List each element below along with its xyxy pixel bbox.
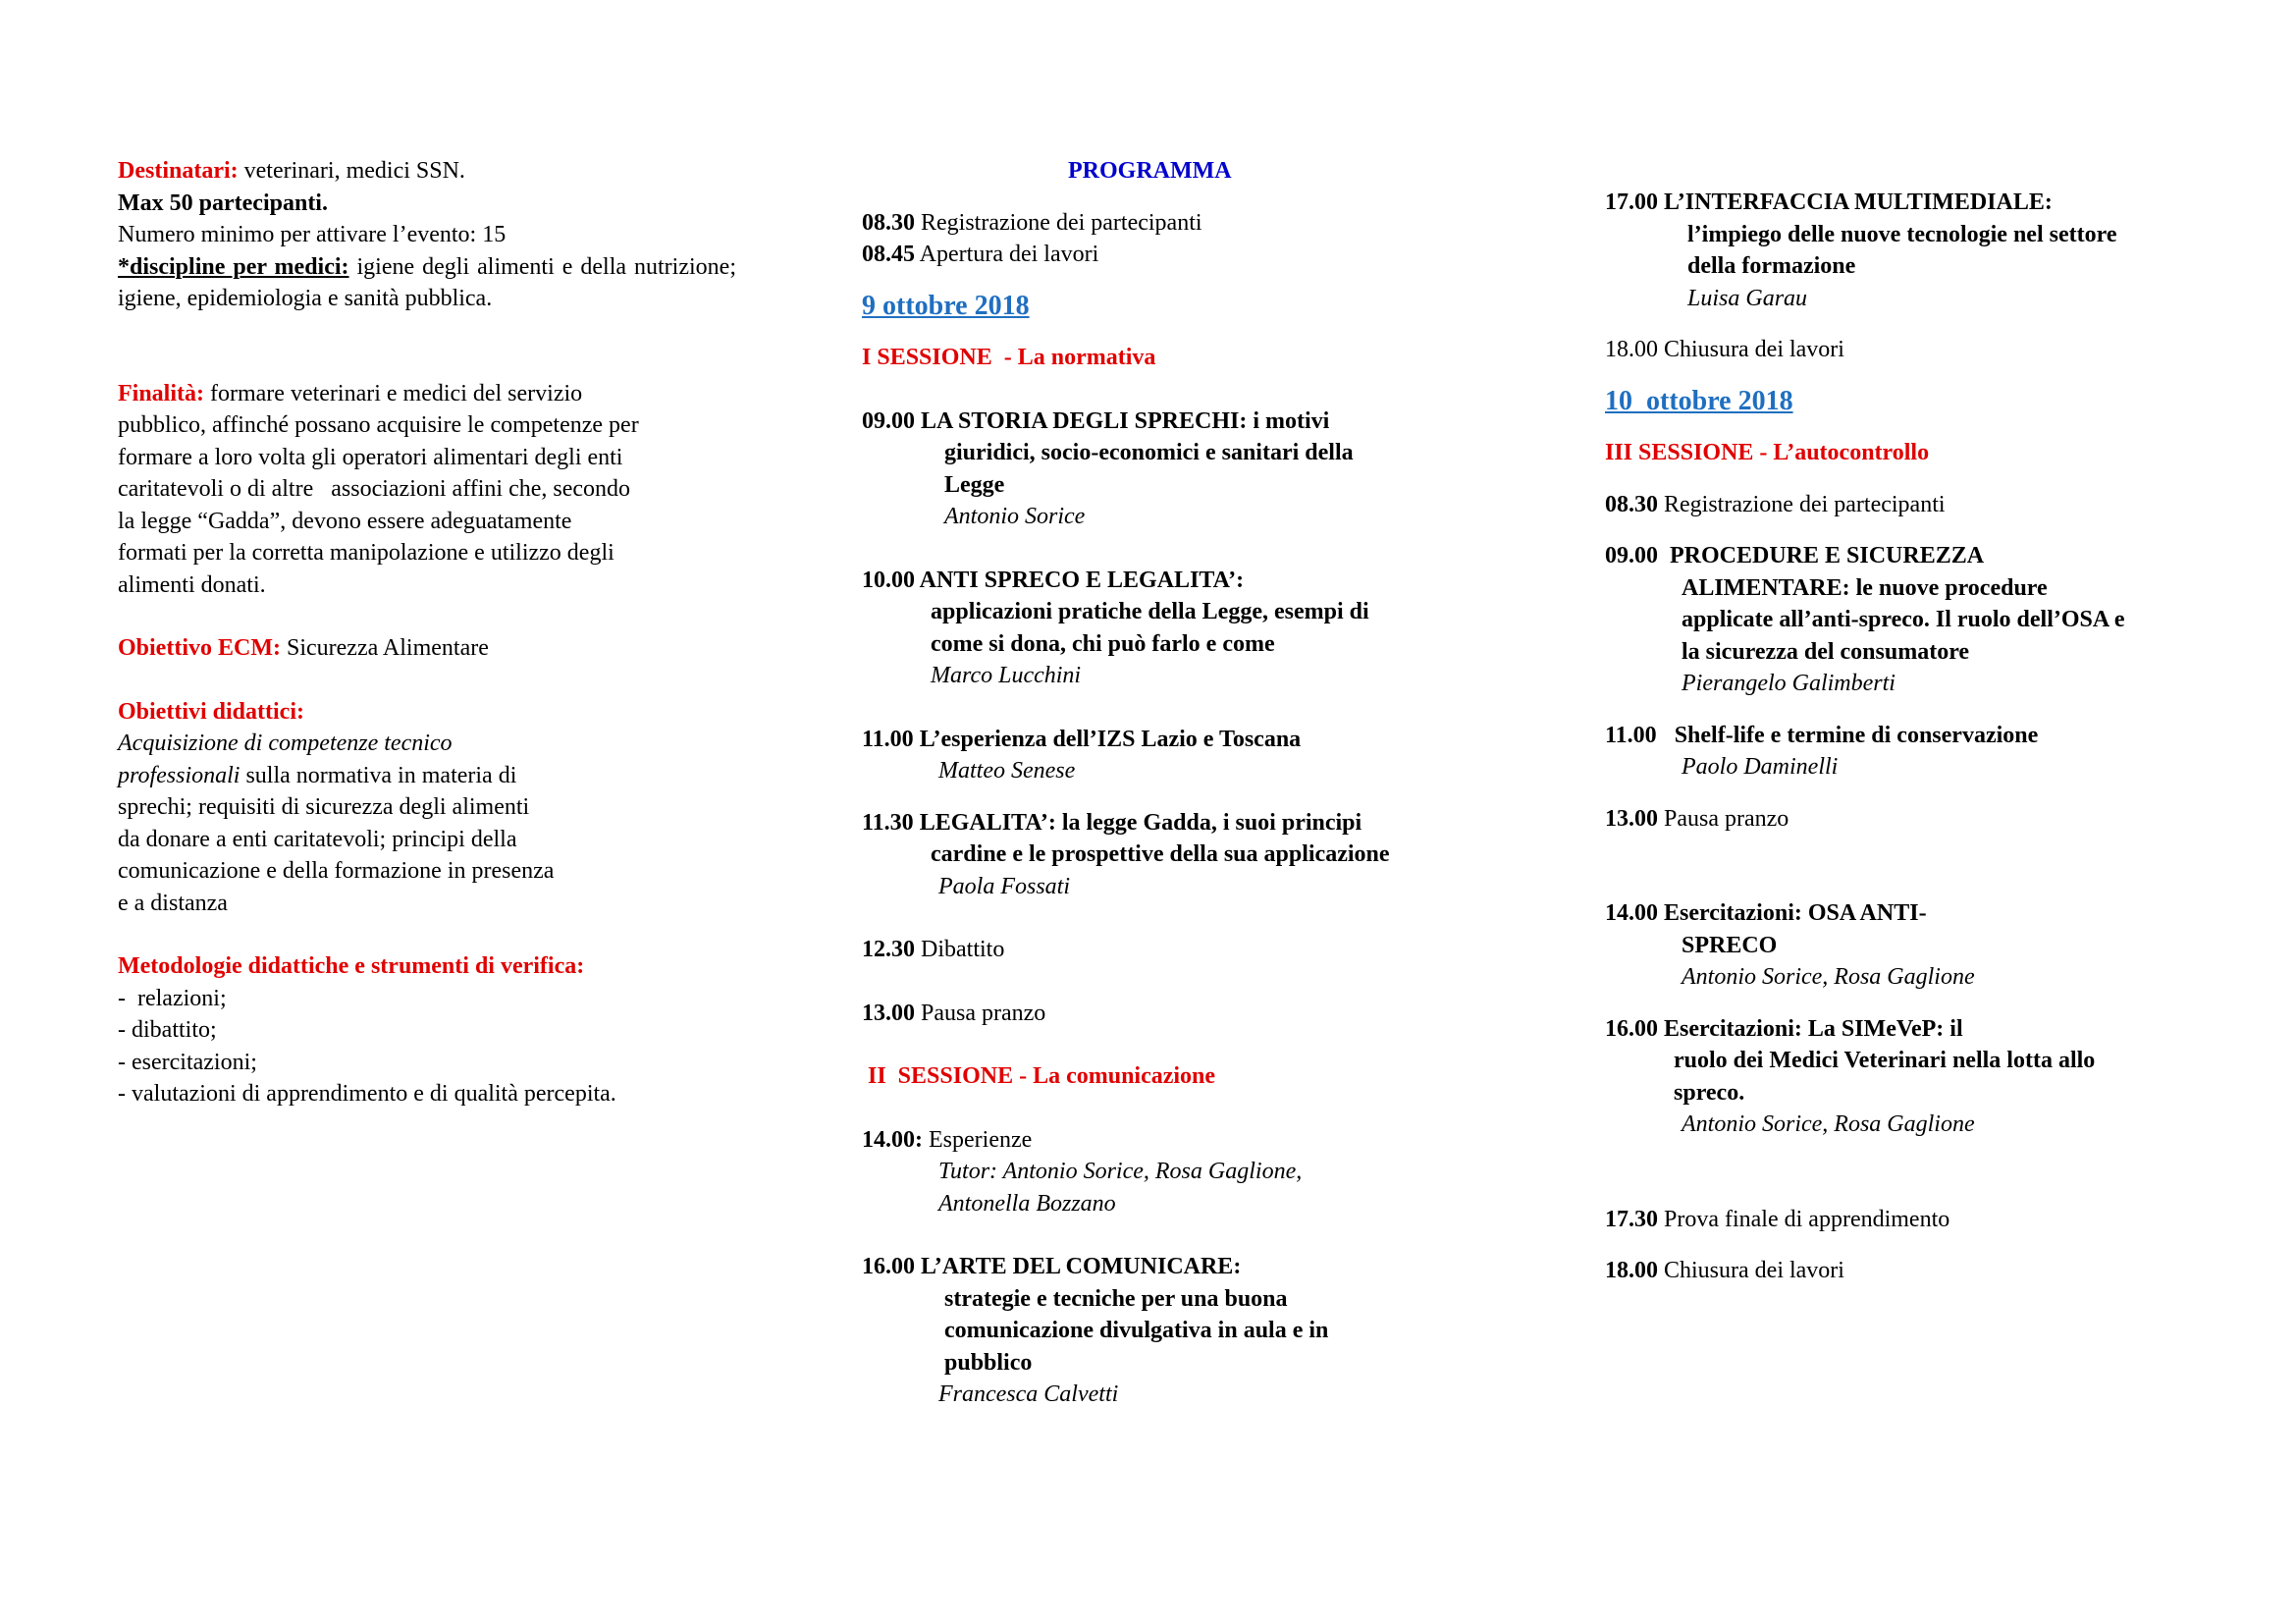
talk-line: applicazioni pratiche della Legge, esempi di [931,599,1369,624]
destinatari-text: veterinari, medici SSN. [238,158,465,184]
schedule-item [862,207,1490,240]
schedule-item [1605,1013,2233,1046]
session-title: II SESSIONE - La comunicazione [868,1063,1216,1089]
talk-line: SPRECO [1682,932,1778,958]
talk-line: l’impiego delle nuove tecnologie nel settore [1687,221,2117,247]
schedule-item [862,724,1490,756]
schedule-item [1605,1255,2233,1287]
speaker: Antonio Sorice, Rosa Gaglione [1682,964,1975,990]
day-date: 10 ottobre 2018 [1605,385,1793,416]
schedule-text: Prova finale di apprendimento [1658,1206,1950,1232]
program-heading: PROGRAMMA [1068,158,1232,184]
didattici-line: da donare a enti caritatevoli; principi della [118,826,517,852]
finalita [118,378,736,410]
speaker: Marco Lucchini [931,663,1082,688]
speaker: Francesca Calvetti [938,1381,1119,1407]
schedule-item [862,934,1490,966]
talk-line: ruolo dei Medici Veterinari nella lotta allo [1674,1048,2096,1073]
schedule-item [1605,489,2233,521]
talk-line: Legge [944,471,1005,498]
time: 08.30 [862,209,915,236]
didattici-line [118,760,736,792]
time: 13.00 [1605,805,1658,832]
time: 08.30 [1605,491,1658,517]
talk-line: cardine e le prospettive della sua applicazione [931,841,1390,867]
discipline-label: *discipline per medici: [118,253,349,280]
talk-line: spreco. [1674,1079,1745,1106]
metodologie-item: - relazioni; [118,985,227,1011]
speaker: Paola Fossati [938,873,1071,899]
obiettivo-text: Sicurezza Alimentare [280,635,489,661]
time: 14.00: [862,1126,923,1153]
talk-line: pubblico [944,1349,1033,1376]
closing: 18.00 Chiusura dei lavori [1605,337,1844,362]
talk-line: come si dona, chi può farlo e come [931,630,1275,657]
column-info [118,155,736,1110]
schedule-text: Pausa pranzo [915,1000,1046,1026]
discipline [118,251,736,315]
talk-title: LEGALITA’: la legge Gadda, i suoi principi [913,809,1362,836]
talk-line: giuridici, socio-economici e sanitari della [944,440,1354,465]
talk-line: comunicazione divulgativa in aula e in [944,1318,1329,1343]
talk-line: la sicurezza del consumatore [1682,638,1970,665]
schedule-item [862,565,1490,597]
time: 18.00 [1605,1258,1658,1283]
schedule-item [1605,187,2233,219]
time: 17.30 [1605,1206,1658,1232]
schedule-text: Registrazione dei partecipanti [1658,491,1946,517]
time: 08.45 [862,242,915,267]
finalita-line: alimenti donati. [118,571,266,598]
time: 11.00 [862,726,914,752]
schedule-item [862,807,1490,839]
discipline-text: igiene degli alimenti e della nutrizione; igiene, epidemiologia e sanità pubblica. [118,253,736,311]
time: 10.00 [862,567,915,593]
finalita-label: Finalità: [118,380,204,406]
finalita-line: formare veterinari e medici del servizio [204,380,583,406]
time: 11.00 [1605,722,1657,748]
speaker: Matteo Senese [938,758,1076,784]
didattici-line: comunicazione e della formazione in presenza [118,858,555,884]
time: 13.00 [862,1000,915,1026]
schedule-text: Pausa pranzo [1658,805,1789,832]
schedule-item [862,1124,1490,1157]
speaker: Pierangelo Galimberti [1682,671,1896,696]
talk-title: Esercitazioni: La SIMeVeP: il [1658,1015,1963,1042]
schedule-text: Registrazione dei partecipanti [915,209,1202,236]
talk-line: applicate all’anti-spreco. Il ruolo dell’OSA e [1682,607,2125,632]
session-title: I SESSIONE - La normativa [862,345,1156,370]
speaker: Antonio Sorice [944,504,1086,529]
min-participants: Numero minimo per attivare l’evento: 15 [118,222,507,247]
metodologie-label: Metodologie didattiche e strumenti di verifica: [118,953,585,979]
time: 11.30 [862,809,914,836]
destinatari-label: Destinatari: [118,158,239,184]
schedule-text: Esperienze [923,1126,1033,1153]
metodologie-item: - dibattito; [118,1017,217,1043]
tutor: Tutor: Antonio Sorice, Rosa Gaglione, [938,1159,1303,1184]
metodologie-item: - valutazioni di apprendimento e di qualità percepita. [118,1081,616,1107]
schedule-text: Dibattito [915,937,1005,962]
schedule-item [1605,897,2233,930]
metodologie-item: - esercitazioni; [118,1049,257,1075]
didattici-label: Obiettivi didattici: [118,698,304,725]
time: 09.00 [1605,543,1658,568]
time: 14.00 [1605,900,1658,926]
schedule-text: Apertura dei lavori [915,242,1099,267]
finalita-line: la legge “Gadda”, devono essere adeguatamente [118,508,572,534]
didattici-line: Acquisizione di competenze tecnico [118,731,453,756]
tutor: Antonella Bozzano [938,1190,1116,1217]
talk-line: della formazione [1687,253,1856,279]
talk-line: ALIMENTARE: le nuove procedure [1682,574,2048,601]
schedule-item [862,239,1490,271]
finalita-line: formare a loro volta gli operatori alimentari degli enti [118,444,623,470]
time: 16.00 [862,1254,915,1279]
didattici-line: sprechi; requisiti di sicurezza degli alimenti [118,794,530,820]
schedule-item [862,406,1490,438]
talk-title: Shelf-life e termine di conservazione [1656,722,2039,748]
finalita-line: pubblico, affinché possano acquisire le competenze per [118,412,639,438]
talk-line: strategie e tecniche per una buona [944,1285,1288,1312]
column-program-day2 [1605,187,2233,1287]
day-date: 9 ottobre 2018 [862,290,1030,321]
max-participants: Max 50 partecipanti. [118,189,328,216]
time: 17.00 [1605,189,1658,215]
talk-title: ANTI SPRECO E LEGALITA’: [915,567,1245,593]
obiettivo-ecm [118,632,736,665]
talk-title: L’INTERFACCIA MULTIMEDIALE: [1658,189,2053,215]
schedule-item [1605,720,2233,752]
schedule-item [1605,1204,2233,1236]
schedule-text: Chiusura dei lavori [1658,1258,1844,1283]
time: 16.00 [1605,1015,1658,1042]
session-title: III SESSIONE - L’autocontrollo [1605,440,1930,465]
time: 09.00 [862,407,915,434]
time: 12.30 [862,937,915,962]
speaker: Paolo Daminelli [1682,754,1839,780]
schedule-item [1605,540,2233,572]
column-program-day1 [862,155,1490,1411]
finalita-line: formati per la corretta manipolazione e utilizzo degli [118,540,614,566]
talk-title: Esercitazioni: OSA ANTI- [1658,900,1927,926]
schedule-item [862,1251,1490,1283]
didattici-line: e a distanza [118,890,228,916]
didattici-italic: professionali [118,762,240,788]
talk-title: LA STORIA DEGLI SPRECHI: i motivi [915,407,1330,434]
didattici-text: sulla normativa in materia di [240,762,517,788]
schedule-item [862,998,1490,1030]
destinatari [118,155,736,188]
talk-title: L’ARTE DEL COMUNICARE: [915,1254,1242,1279]
talk-title: L’esperienza dell’IZS Lazio e Toscana [913,726,1302,752]
finalita-line: caritatevoli o di altre associazioni affini che, secondo [118,476,631,502]
obiettivo-label: Obiettivo ECM: [118,635,281,661]
schedule-item [1605,803,2233,836]
talk-title: PROCEDURE E SICUREZZA [1658,543,1985,568]
speaker: Antonio Sorice, Rosa Gaglione [1682,1111,1975,1137]
speaker: Luisa Garau [1687,285,1808,311]
